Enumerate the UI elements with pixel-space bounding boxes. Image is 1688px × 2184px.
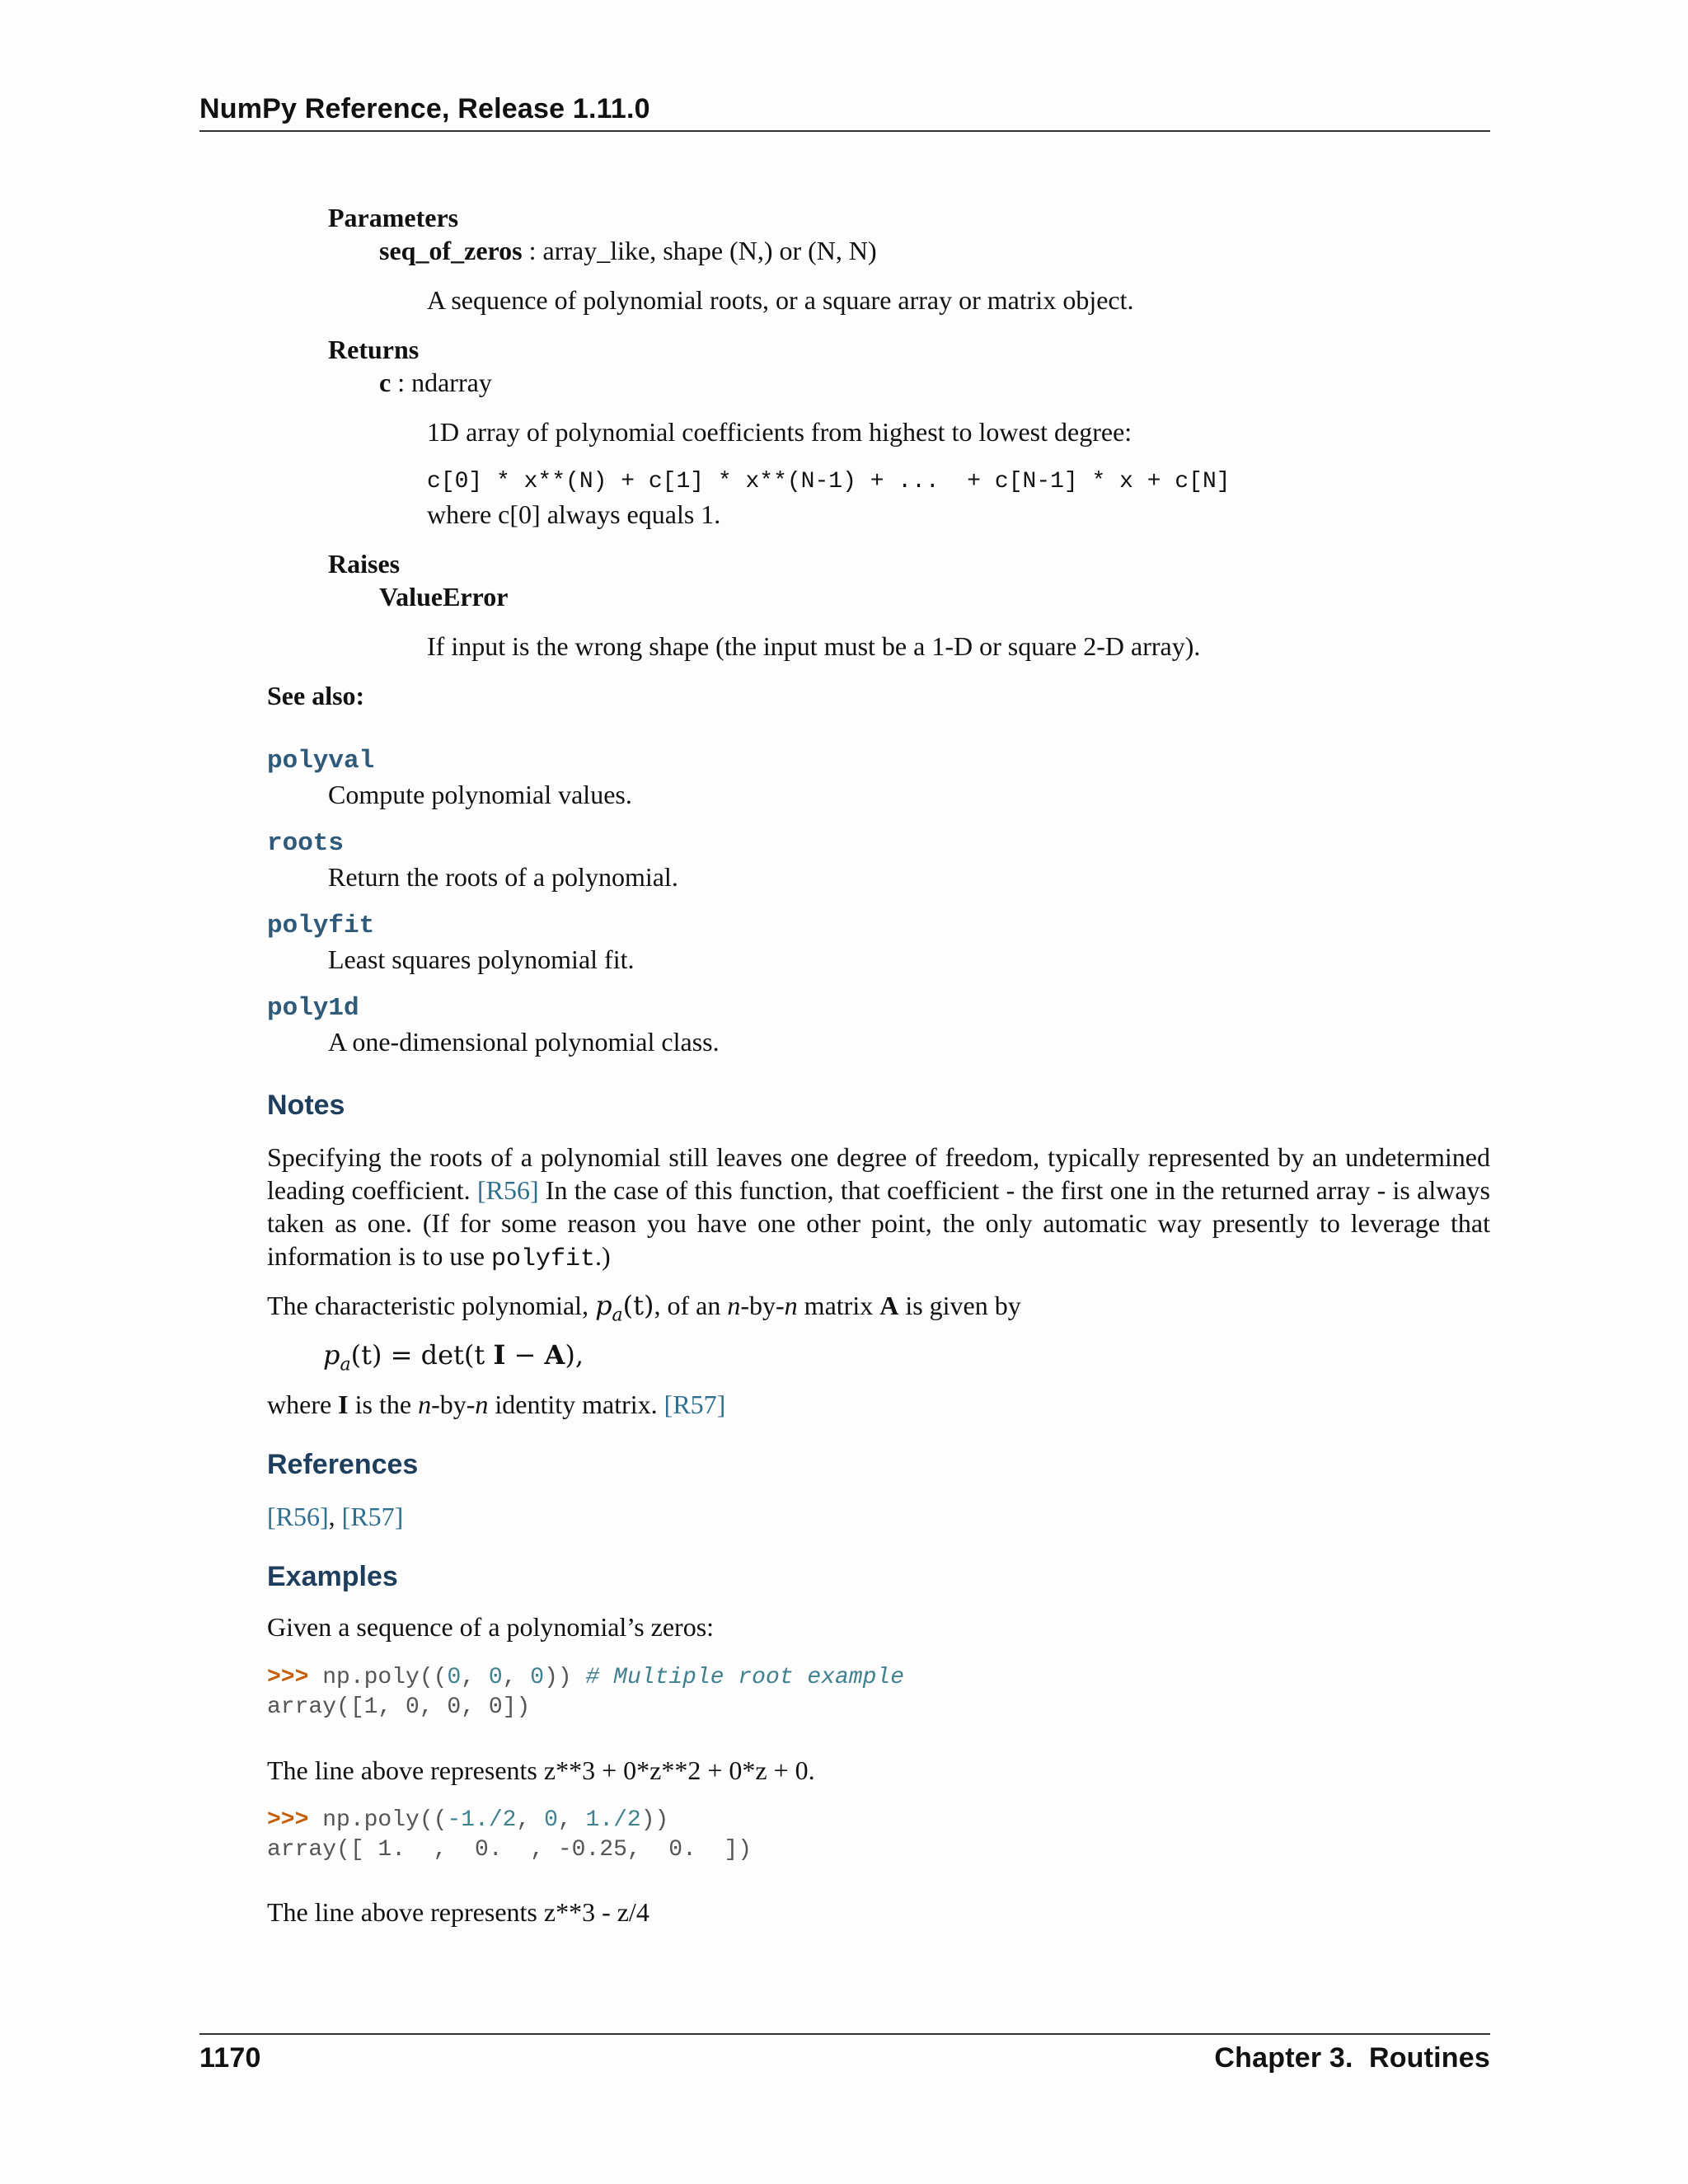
- matrix-symbol: A: [544, 1339, 565, 1371]
- chapter-label: Chapter 3. Routines: [1214, 2042, 1490, 2074]
- return-name: c: [379, 368, 392, 397]
- text-run: The characteristic polynomial,: [267, 1291, 596, 1320]
- math-var: n: [784, 1291, 798, 1320]
- matrix-symbol: I: [493, 1339, 506, 1371]
- notes-paragraph-2: [267, 1289, 1021, 1332]
- text-run: matrix: [797, 1291, 880, 1320]
- inline-code: polyfit: [490, 1245, 595, 1273]
- references-list: [267, 1500, 403, 1533]
- matrix-symbol: A: [879, 1291, 899, 1320]
- code-number: 0: [544, 1807, 558, 1833]
- code-example-2-input: [267, 1807, 668, 1833]
- code-number: 0: [488, 1665, 503, 1690]
- citation-link-r57[interactable]: [R57]: [663, 1390, 726, 1419]
- math-var: n: [727, 1291, 741, 1320]
- see-also-label: See also:: [267, 681, 365, 710]
- see-also-desc: A one-dimensional polynomial class.: [328, 1027, 720, 1057]
- text-run: -by-: [740, 1291, 785, 1320]
- code-comment: # Multiple root example: [585, 1665, 904, 1690]
- code-run: )): [544, 1665, 586, 1690]
- examples-heading: Examples: [267, 1561, 398, 1592]
- see-also-desc: Compute polynomial values.: [328, 780, 632, 809]
- math-run: ),: [565, 1339, 584, 1371]
- example-1-explanation: The line above represents z**3 + 0*z**2 + 0*z + 0.: [267, 1755, 815, 1785]
- return-description: 1D array of polynomial coefficients from highest to lowest degree:: [427, 417, 1132, 447]
- see-also-link-polyval[interactable]: polyval: [267, 747, 375, 776]
- code-run: ,: [461, 1665, 489, 1690]
- math-var: n: [418, 1390, 432, 1419]
- reference-link-r56[interactable]: [R56]: [267, 1502, 329, 1531]
- code-number: 0: [447, 1665, 462, 1690]
- example-2-explanation: The line above represents z**3 - z/4: [267, 1897, 649, 1927]
- math-var: p: [595, 1290, 612, 1321]
- code-run: ,: [502, 1665, 531, 1690]
- code-run: np.poly((: [308, 1807, 448, 1833]
- code-run: ,: [516, 1807, 545, 1833]
- header-rule: [199, 130, 1490, 132]
- text-run: -by-: [431, 1390, 476, 1419]
- text-run: In the case of this function, that coefficient - the first one in the returned array - is always taken as one. (If for some reason you have one other point, the only automatic way presently to leverage that information is to use: [267, 1175, 1491, 1271]
- prompt-marker: >>>: [267, 1665, 309, 1690]
- code-run: np.poly((: [308, 1665, 448, 1690]
- citation-link-r56[interactable]: [R56]: [476, 1175, 539, 1205]
- notes-heading: Notes: [267, 1090, 345, 1121]
- see-also-desc: Least squares polynomial fit.: [328, 944, 635, 974]
- code-number: -1./2: [447, 1807, 517, 1833]
- see-also-link-roots[interactable]: roots: [267, 829, 345, 858]
- code-example-1-input: [267, 1665, 904, 1690]
- code-example-1-output: array([1, 0, 0, 0]): [267, 1694, 531, 1720]
- see-also-link-poly1d[interactable]: poly1d: [267, 994, 359, 1023]
- examples-intro: Given a sequence of a polynomial’s zeros:: [267, 1612, 715, 1642]
- notes-paragraph-3: [267, 1388, 725, 1421]
- code-example-2-output: array([ 1. , 0. , -0.25, 0. ]): [267, 1837, 753, 1863]
- math-args: (t): [622, 1290, 654, 1321]
- return-type: : ndarray: [391, 368, 492, 397]
- text-run: Specifying the roots of a polynomial still leaves one degree of freedom, typically represented by an undetermined leading coefficient.: [267, 1142, 1490, 1205]
- raises-label: Raises: [328, 549, 401, 579]
- prompt-marker: >>>: [267, 1807, 309, 1833]
- param-description: A sequence of polynomial roots, or a square array or matrix object.: [427, 285, 1134, 315]
- math-var: p: [323, 1339, 340, 1371]
- running-header: NumPy Reference, Release 1.11.0: [199, 93, 650, 124]
- param-signature: [379, 234, 877, 267]
- page-number: 1170: [199, 2042, 261, 2074]
- reference-link-r57[interactable]: [R57]: [341, 1502, 404, 1531]
- matrix-symbol: I: [338, 1390, 349, 1419]
- return-note: where c[0] always equals 1.: [427, 499, 721, 529]
- text-run: .): [595, 1241, 611, 1271]
- parameters-label: Parameters: [328, 203, 459, 232]
- text-run: ,: [328, 1502, 342, 1531]
- references-heading: References: [267, 1449, 419, 1480]
- code-run: ,: [557, 1807, 586, 1833]
- returns-label: Returns: [328, 335, 420, 364]
- text-run: identity matrix.: [488, 1390, 664, 1419]
- code-number: 0: [530, 1665, 545, 1690]
- math-run: (t) = det(t: [350, 1339, 494, 1371]
- text-run: is the: [348, 1390, 419, 1419]
- text-run: is given by: [898, 1291, 1021, 1320]
- text-run: , of an: [654, 1291, 728, 1320]
- return-signature: [379, 366, 492, 399]
- code-number: 1./2: [585, 1807, 641, 1833]
- see-also-link-polyfit[interactable]: polyfit: [267, 912, 375, 940]
- math-var: n: [475, 1390, 489, 1419]
- text-run: where: [267, 1390, 339, 1419]
- notes-paragraph-1: [267, 1141, 1490, 1276]
- code-run: )): [640, 1807, 669, 1833]
- see-also-desc: Return the roots of a polynomial.: [328, 862, 678, 892]
- footer-rule: [199, 2033, 1490, 2035]
- math-subscript: a: [612, 1305, 623, 1326]
- math-run: −: [505, 1339, 545, 1371]
- raises-description: If input is the wrong shape (the input must be a 1-D or square 2-D array).: [427, 631, 1201, 661]
- equation: [323, 1338, 584, 1381]
- raises-name: ValueError: [379, 582, 509, 612]
- return-formula: c[0] * x**(N) + c[1] * x**(N-1) + ... + c[N-1] * x + c[N]: [427, 469, 1231, 494]
- param-name: seq_of_zeros: [379, 236, 523, 265]
- param-type: : array_like, shape (N,) or (N, N): [522, 236, 877, 265]
- math-subscript: a: [340, 1354, 351, 1376]
